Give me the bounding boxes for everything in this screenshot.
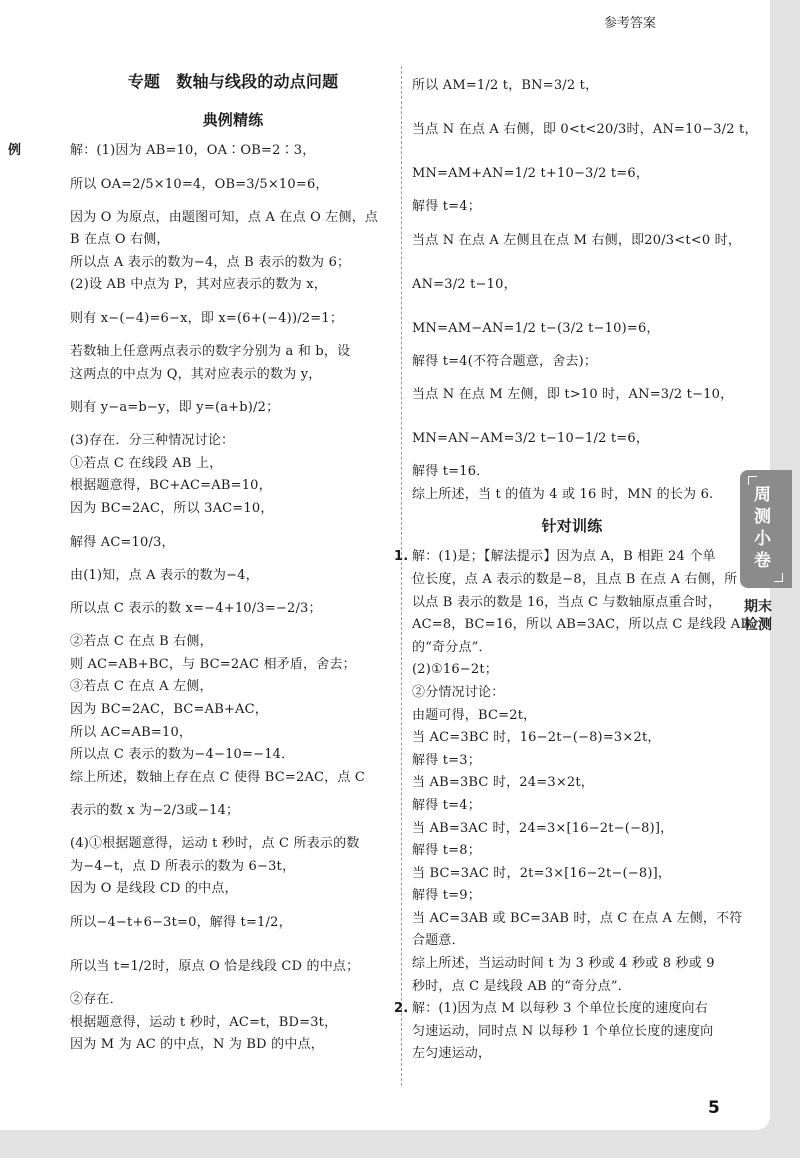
text-line: 因为 BC=2AC，所以 3AC=10， [70,500,274,516]
text-line: 由题可得，BC=2t， [412,707,537,723]
text-line: B 在点 O 右侧， [70,232,170,248]
text-line: 因为 O 为原点，由题图可知，点 A 在点 O 左侧，点 [70,209,379,225]
tab-bracket-bottom [774,573,783,582]
text-line: 当点 N 在点 M 左侧，即 t>10 时，AN=3/2 t−10， [412,387,734,403]
left-column [8,64,396,1057]
header-label: 参考答案 [603,16,656,31]
text-line: 当 AC=3AB 或 BC=3AB 时，点 C 在点 A 左侧，不符 [412,910,743,926]
text-line: 由(1)知，点 A 表示的数为−4， [70,567,259,583]
text-line: 解得 t=4(不符合题意，舍去)； [412,353,598,369]
text-line: ②若点 C 在点 B 右侧， [70,634,213,650]
text-line: 解得 t=16． [412,464,490,480]
text-line: AC=8，BC=16，所以 AB=3AC，所以点 C 是线段 AB [412,617,751,633]
text-line: 当点 N 在点 A 左侧且在点 M 右侧，即20/3<t<0 时， [412,232,742,248]
text-line: 位长度，点 A 表示的数是−8，且点 B 在点 A 右侧，所 [412,571,738,587]
text-line: 解得 t=4； [412,797,481,813]
text-line: 当 AB=3BC 时，24=3×2t， [412,775,595,791]
text-line: 则有 x−(−4)=6−x，即 x=(6+(−4))/2=1； [70,310,344,326]
text-line: 解得 AC=10/3， [70,534,175,550]
text-line: 当 BC=3AC 时，2t=3×[16−2t−(−8)]， [412,865,672,881]
text-line: 1. 解：(1)是；【解法提示】因为点 A，B 相距 24 个单 [412,546,732,569]
text-line: 为−4−t，点 D 所表示的数为 6−3t， [70,858,296,874]
example-tag: 例 [8,143,22,158]
text-line: 综上所述，当 t 的值为 4 或 16 时，MN 的长为 6. [412,486,714,502]
text-line: ①若点 C 在线段 AB 上， [70,455,223,471]
text-line: 的“奇分点”． [412,639,492,655]
text-line: MN=AN−AM=3/2 t−10−1/2 t=6， [412,431,650,447]
text-line: AN=3/2 t−10， [412,276,517,292]
tab-final-exam[interactable]: 期末检测 [744,599,772,633]
text-line: 根据题意得，运动 t 秒时，AC=t，BD=3t， [70,1014,338,1030]
text-line: 因为 BC=2AC，BC=AB+AC， [70,701,268,717]
section-heading-practice: 针对训练 [541,517,603,536]
text-line: (3)存在．分三种情况讨论： [70,433,235,449]
text-line: ②分情况讨论： [412,684,505,700]
text-line: 若数轴上任意两点表示的数字分别为 a 和 b，设 [70,343,351,359]
section-heading-examples: 典例精练 [202,111,264,129]
tab-weekly-test[interactable] [740,470,792,588]
text-line: 综上所述，当运动时间 t 为 3 秒或 4 秒或 8 秒或 9 [412,956,715,972]
text-line: 所以 AM=1/2 t，BN=3/2 t， [412,78,599,93]
text-line: 这两点的中点为 Q，其对应表示的数为 y， [70,366,322,382]
text-line: 表示的数 x 为−2/3或−14； [70,803,240,819]
text-line: 2. 解：(1)因为点 M 以每秒 3 个单位长度的速度向右 [412,998,732,1021]
text-line: 因为 M 为 AC 的中点，N 为 BD 的中点， [70,1037,324,1053]
text-line: 所以点 A 表示的数为−4，点 B 表示的数为 6； [70,254,351,270]
question-number: 1. [394,549,409,565]
text-line: 所以 OA=2/5×10=4，OB=3/5×10=6， [70,176,329,192]
text-line: 解得 t=9； [412,888,481,904]
text-line: 当 AC=3BC 时，16−2t−(−8)=3×2t， [412,730,661,746]
text-line: 因为 O 是线段 CD 的中点， [70,881,238,897]
text-line: 以点 B 表示的数是 16，当点 C 与数轴原点重合时， [412,594,722,610]
text-line: 所以点 C 表示的数 x=−4+10/3=−2/3； [70,601,322,617]
text-line: 所以 AC=AB=10， [70,724,193,740]
text-line: MN=AM+AN=1/2 t+10−3/2 t=6， [412,166,650,181]
text-line: 所以点 C 表示的数为−4−10=−14． [70,747,295,763]
text-line: 则 AC=AB+BC，与 BC=2AC 相矛盾，舍去； [70,656,356,672]
text-line: (2)设 AB 中点为 P，其对应表示的数为 x， [70,277,327,293]
tab-weekly-test-label: 周测小卷 [754,485,771,571]
question-number: 2. [394,1001,409,1017]
text-line: 解得 t=4； [412,199,481,214]
text-line: 综上所述，数轴上存在点 C 使得 BC=2AC，点 C [70,769,366,785]
text-line: 根据题意得，BC+AC=AB=10， [70,478,272,494]
text-line: 解得 t=3； [412,752,481,768]
text-line: 左匀速运动， [412,1046,492,1062]
page-number: 5 [708,1098,720,1118]
column-divider [401,66,402,1086]
text-line: (2)①16−2t； [412,662,498,678]
text-line: (4)①根据题意得，运动 t 秒时，点 C 所表示的数 [70,836,360,852]
text-line: 则有 y−a=b−y，即 y=(a+b)/2； [70,400,280,416]
text-line: 解得 t=8； [412,843,481,859]
text-line: 当 AB=3AC 时，24=3×[16−2t−(−8)]， [412,820,674,836]
text-line: ③若点 C 在点 A 左侧， [70,679,213,695]
text-line: 匀速运动，同时点 N 以每秒 1 个单位长度的速度向 [412,1023,714,1039]
text-line: 所以当 t=1/2时，原点 O 恰是线段 CD 的中点； [70,959,360,975]
text-line: ②存在． [70,992,123,1008]
topic-title: 专题 数轴与线段的动点问题 [127,72,339,91]
text-line: 当点 N 在点 A 右侧，即 0<t<20/3时，AN=10−3/2 t， [412,122,758,137]
text-line: 例 解：(1)因为 AB=10，OA∶OB=2∶3， [70,140,396,163]
text-line: 秒时，点 C 是线段 AB 的“奇分点”． [412,978,631,994]
text-line: MN=AM−AN=1/2 t−(3/2 t−10)=6， [412,320,660,336]
header-bar [0,0,740,36]
text-line: 合题意． [412,933,465,949]
text-line: 所以−4−t+6−3t=0，解得 t=1/2， [70,915,292,931]
